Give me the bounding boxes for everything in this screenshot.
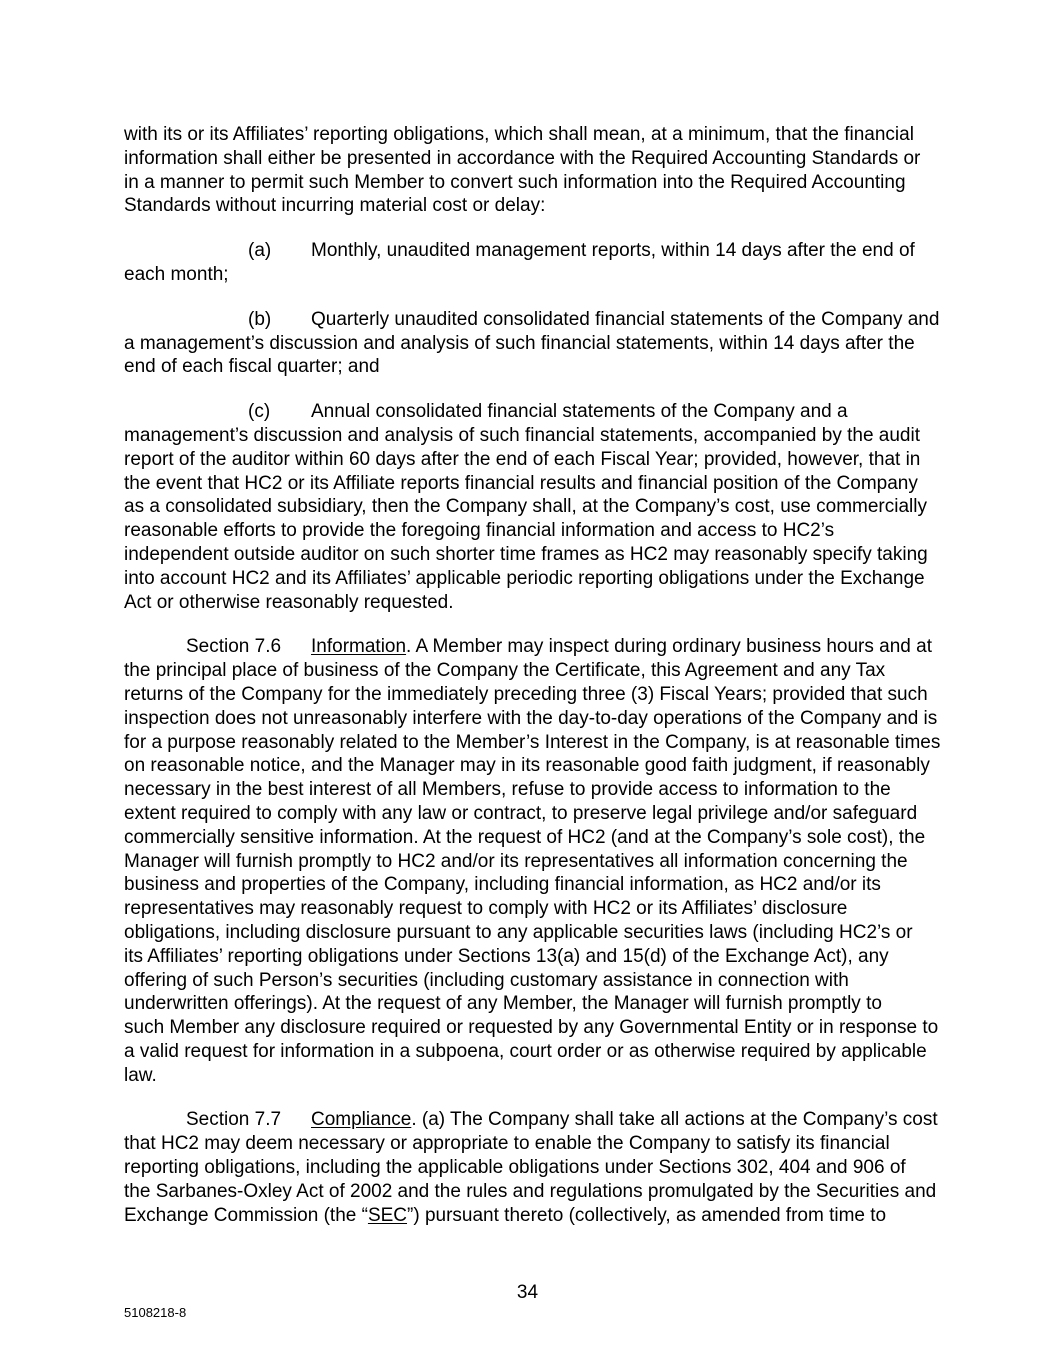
text-line: as a consolidated subsidiary, then the Company shall, at the Company’s cost, use commercially: [124, 496, 927, 518]
clause-c: [124, 400, 944, 614]
section-7-7: [124, 1108, 944, 1227]
text-line: into account HC2 and its Affiliates’ applicable periodic reporting obligations under the Exchange: [124, 567, 925, 589]
section-text: . (a) The Company shall take all actions at the Company’s cost: [411, 1109, 938, 1131]
text-line: Act or otherwise reasonably requested.: [124, 591, 454, 613]
text-line: end of each fiscal quarter; and: [124, 356, 380, 378]
clause-text: Annual consolidated financial statements of the Company and a: [311, 401, 848, 423]
text-line: business and properties of the Company, including financial information, as HC2 and/or its: [124, 874, 881, 896]
text-line: representatives may reasonably request to comply with HC2 or its Affiliates’ disclosure: [124, 898, 848, 920]
section-number: Section 7.6: [186, 636, 282, 658]
text-line: independent outside auditor on such shorter time frames as HC2 may reasonably specify taking: [124, 543, 928, 565]
text-segment: Exchange Commission (the “: [124, 1204, 368, 1226]
clause-text: Monthly, unaudited management reports, within 14 days after the end of: [311, 240, 915, 262]
intro-paragraph: [124, 123, 944, 218]
text-line: commercially sensitive information. At the request of HC2 (and at the Company’s sole cost), the: [124, 826, 926, 848]
text-line: the principal place of business of the Company the Certificate, this Agreement and any Tax: [124, 660, 886, 682]
defined-term-sec: SEC: [367, 1204, 408, 1226]
text-line: [124, 1204, 944, 1228]
clause-label: (a): [248, 240, 272, 262]
text-line: with its or its Affiliates’ reporting obligations, which shall mean, at a minimum, that the financial: [124, 124, 914, 145]
text-line: on reasonable notice, and the Manager may in its reasonable good faith judgment, if reasonably: [124, 755, 930, 777]
text-line: Manager will furnish promptly to HC2 and/or its representatives all information concerning the: [124, 850, 908, 872]
text-line: report of the auditor within 60 days after the end of each Fiscal Year; provided, however, that in: [124, 448, 921, 470]
section-number: Section 7.7: [186, 1109, 282, 1131]
clause-label: (b): [248, 308, 272, 330]
clause-first-line: [124, 308, 944, 332]
clause-text: Quarterly unaudited consolidated financial statements of the Company and: [311, 308, 940, 330]
section-heading: Information: [311, 636, 407, 658]
text-line: that HC2 may deem necessary or appropriate to enable the Company to satisfy its financial: [124, 1133, 890, 1155]
text-line: a valid request for information in a subpoena, court order or as otherwise required by applicable: [124, 1040, 927, 1062]
section-text: . A Member may inspect during ordinary business hours and at: [406, 636, 932, 658]
document-body: [124, 123, 944, 1227]
text-line: its Affiliates’ reporting obligations under Sections 13(a) and 15(d) of the Exchange Act), any: [124, 945, 889, 967]
text-line: such Member any disclosure required or requested by any Governmental Entity or in response to: [124, 1017, 939, 1039]
text-line: a management’s discussion and analysis of such financial statements, within 14 days after the: [124, 332, 915, 354]
text-line: in a manner to permit such Member to convert such information into the Required Accounting: [124, 171, 906, 193]
text-line: each month;: [124, 263, 229, 285]
section-7-6: [124, 635, 944, 1087]
text-line: management’s discussion and analysis of such financial statements, accompanied by the audit: [124, 424, 920, 446]
text-line: offering of such Person’s securities (including customary assistance in connection with: [124, 969, 849, 991]
text-line: extent required to comply with any law or contract, to preserve legal privilege and/or safeguard: [124, 802, 918, 824]
text-line: Standards without incurring material cost or delay:: [124, 195, 546, 217]
clause-first-line: [124, 239, 944, 263]
text-line: the Sarbanes-Oxley Act of 2002 and the rules and regulations promulgated by the Securities and: [124, 1180, 937, 1202]
clause-a: [124, 239, 944, 287]
section-first-line: [124, 635, 944, 659]
page-number: 34: [516, 1282, 539, 1303]
text-line: information shall either be presented in accordance with the Required Accounting Standards or: [124, 147, 921, 169]
text-line: the event that HC2 or its Affiliate reports financial results and financial position of the Company: [124, 472, 918, 494]
text-line: reasonable efforts to provide the foregoing financial information and access to HC2’s: [124, 520, 835, 542]
clause-b: [124, 308, 944, 379]
text-line: for a purpose reasonably related to the Member’s Interest in the Company, is at reasonable times: [124, 731, 941, 753]
section-heading: Compliance: [311, 1109, 412, 1131]
text-segment: ”) pursuant thereto (collectively, as amended from time to: [407, 1204, 887, 1226]
text-line: inspection does not unreasonably interfere with the day-to-day operations of the Company and is: [124, 707, 938, 729]
text-line: returns of the Company for the immediately preceding three (3) Fiscal Years; provided that such: [124, 683, 928, 705]
text-line: underwritten offerings). At the request of any Member, the Manager will furnish promptly to: [124, 993, 882, 1015]
section-first-line: [124, 1108, 944, 1132]
document-id: 5108218-8: [124, 1305, 187, 1320]
text-line: reporting obligations, including the applicable obligations under Sections 302, 404 and 906 of: [124, 1157, 906, 1179]
text-line: necessary in the best interest of all Members, refuse to provide access to information to the: [124, 779, 891, 801]
clause-first-line: [124, 400, 944, 424]
text-line: law.: [124, 1064, 157, 1086]
clause-label: (c): [248, 401, 271, 423]
text-line: obligations, including disclosure pursuant to any applicable securities laws (including HC2’s or: [124, 921, 913, 943]
